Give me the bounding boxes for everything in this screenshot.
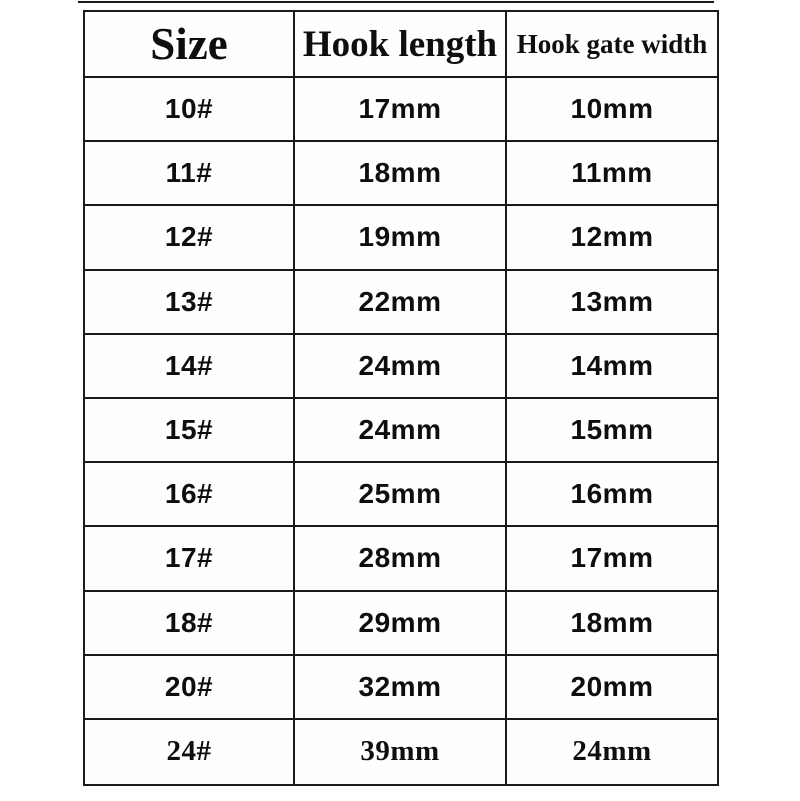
hook-length-cell: 19mm — [294, 205, 506, 269]
top-crop-line — [78, 1, 714, 3]
hook-gate-width-cell: 13mm — [506, 270, 718, 334]
table-row — [84, 462, 718, 526]
hook-gate-width-cell: 24mm — [506, 719, 718, 785]
size-cell: 15# — [84, 398, 294, 462]
column-header-size: Size — [84, 11, 294, 77]
hook-gate-width-cell: 12mm — [506, 205, 718, 269]
hook-length-cell: 22mm — [294, 270, 506, 334]
hook-length-cell: 24mm — [294, 398, 506, 462]
hook-gate-width-cell: 10mm — [506, 77, 718, 141]
column-header-hook-length: Hook length — [294, 11, 506, 77]
table-row — [84, 719, 718, 785]
size-cell: 12# — [84, 205, 294, 269]
table-row — [84, 655, 718, 719]
size-cell: 11# — [84, 141, 294, 205]
hook-length-cell: 28mm — [294, 526, 506, 590]
hook-gate-width-cell: 20mm — [506, 655, 718, 719]
hook-gate-width-cell: 11mm — [506, 141, 718, 205]
hook-length-cell: 39mm — [294, 719, 506, 785]
table-row — [84, 141, 718, 205]
table-row — [84, 526, 718, 590]
hook-gate-width-cell: 15mm — [506, 398, 718, 462]
size-cell: 14# — [84, 334, 294, 398]
size-cell: 13# — [84, 270, 294, 334]
table-row — [84, 398, 718, 462]
table-row — [84, 270, 718, 334]
size-cell: 16# — [84, 462, 294, 526]
header-row — [84, 11, 718, 77]
size-cell: 18# — [84, 591, 294, 655]
hook-length-cell: 24mm — [294, 334, 506, 398]
table-row — [84, 205, 718, 269]
table-row — [84, 334, 718, 398]
size-cell: 17# — [84, 526, 294, 590]
size-cell: 20# — [84, 655, 294, 719]
size-cell: 24# — [84, 719, 294, 785]
table-row — [84, 591, 718, 655]
hook-gate-width-cell: 17mm — [506, 526, 718, 590]
table-row — [84, 77, 718, 141]
hook-gate-width-cell: 18mm — [506, 591, 718, 655]
hook-length-cell: 18mm — [294, 141, 506, 205]
hook-length-cell: 29mm — [294, 591, 506, 655]
hook-gate-width-cell: 14mm — [506, 334, 718, 398]
column-header-hook-gate-width: Hook gate width — [506, 11, 718, 77]
hook-gate-width-cell: 16mm — [506, 462, 718, 526]
size-cell: 10# — [84, 77, 294, 141]
hook-spec-table — [83, 10, 719, 786]
hook-length-cell: 25mm — [294, 462, 506, 526]
hook-length-cell: 17mm — [294, 77, 506, 141]
hook-length-cell: 32mm — [294, 655, 506, 719]
